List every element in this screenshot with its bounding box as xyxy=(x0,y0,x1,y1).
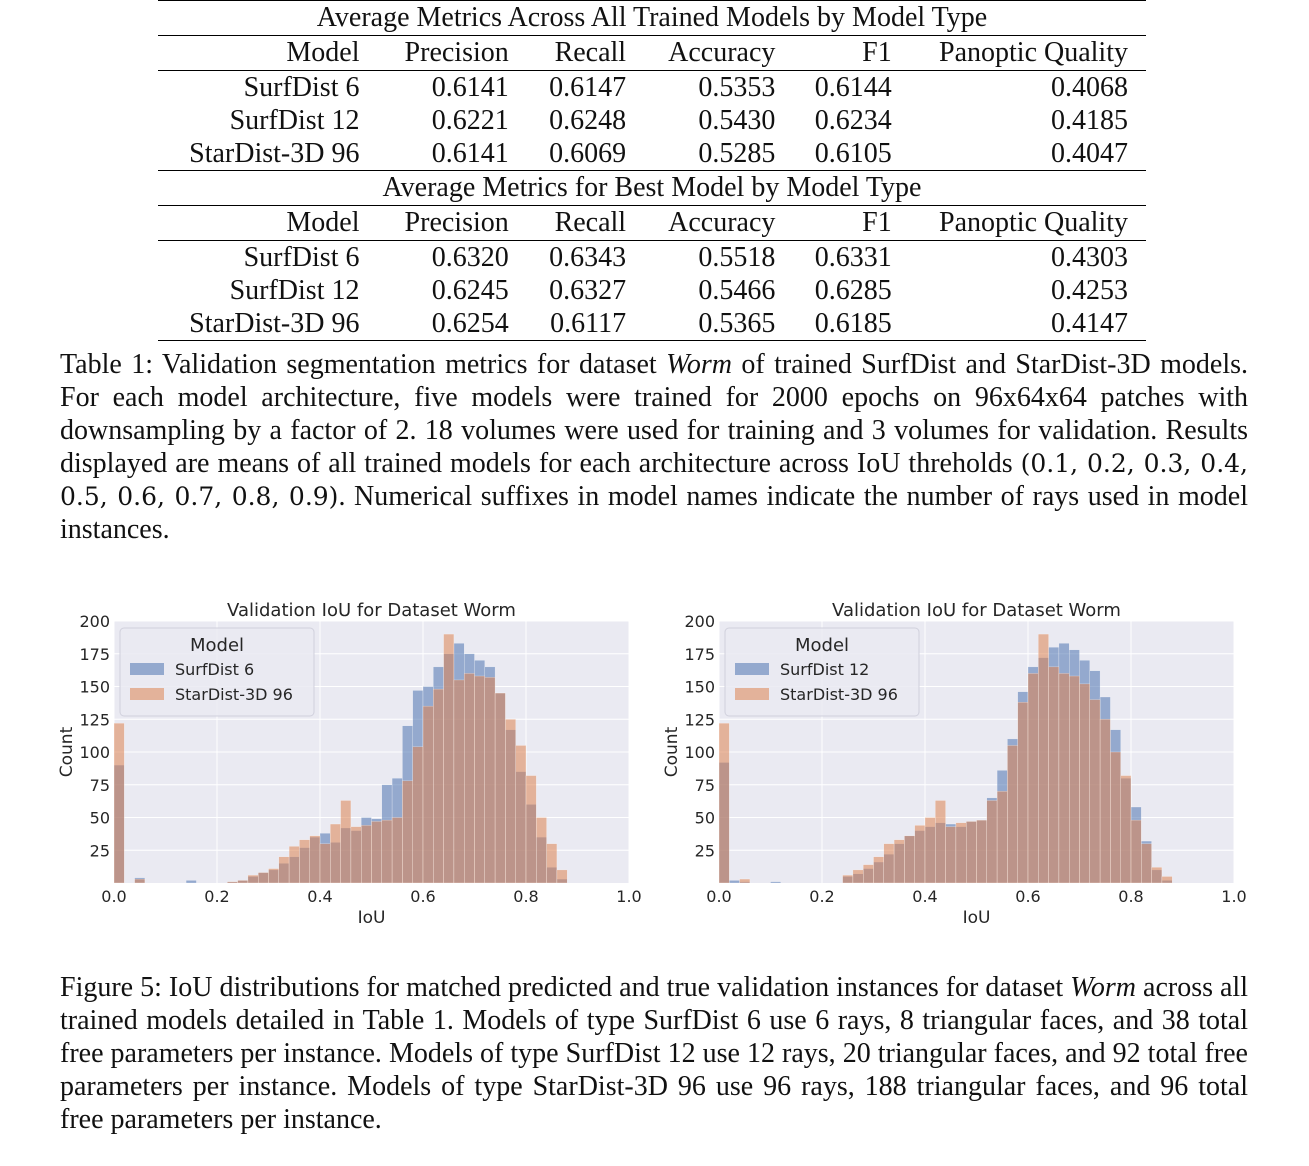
x-tick-label: 0.8 xyxy=(513,887,539,906)
cell-pq: 0.4068 xyxy=(1051,71,1128,103)
cell-recall: 0.6069 xyxy=(509,137,626,171)
histogram-bar xyxy=(351,827,361,883)
cell-f1: 0.6331 xyxy=(814,241,892,273)
histogram-bar xyxy=(320,844,330,883)
y-axis-label: Count xyxy=(57,726,77,778)
y-tick-label: 75 xyxy=(89,775,110,795)
x-tick-label: 0.2 xyxy=(204,887,230,906)
histogram-bar xyxy=(392,818,402,884)
cell-pq: 0.4147 xyxy=(892,307,1146,341)
iou-histogram-left-svg xyxy=(52,596,652,926)
table-caption xyxy=(60,348,1248,546)
table-row xyxy=(158,137,1146,171)
header-recall: Recall xyxy=(509,206,626,241)
histogram-bar xyxy=(475,676,485,883)
cell-precision: 0.6141 xyxy=(361,137,508,171)
histogram-bar xyxy=(874,857,884,883)
header-f1: F1 xyxy=(775,36,891,71)
histogram-bar xyxy=(884,844,894,883)
histogram-bar xyxy=(1121,776,1131,883)
y-tick-label: 50 xyxy=(694,808,715,828)
cell-recall: 0.6248 xyxy=(549,104,627,136)
cell-pq: 0.4303 xyxy=(1051,241,1128,273)
histogram-bar xyxy=(269,869,279,883)
legend-swatch xyxy=(735,688,769,700)
x-tick-label: 0.8 xyxy=(1118,887,1144,906)
histogram-bar xyxy=(227,882,237,883)
header-panoptic-quality: Panoptic Quality xyxy=(892,206,1146,241)
cell-model: SurfDist 6 xyxy=(243,241,360,273)
cell-model: SurfDist 12 xyxy=(229,104,360,136)
histogram-bar xyxy=(402,781,412,883)
histogram-bar xyxy=(361,825,371,883)
x-tick-label: 0.0 xyxy=(706,887,732,906)
chart-title: Validation IoU for Dataset Worm xyxy=(227,600,516,621)
table-caption-part1: Table 1: Validation segmentation metrics for dataset xyxy=(60,349,667,380)
histogram-bar xyxy=(719,723,729,883)
histogram-bar xyxy=(248,875,258,883)
histogram-bar xyxy=(997,791,1007,883)
header-model: Model xyxy=(158,206,361,241)
y-tick-label: 100 xyxy=(79,743,110,762)
cell-recall: 0.6327 xyxy=(549,274,627,306)
histogram-bar xyxy=(1141,844,1151,883)
x-tick-label: 0.4 xyxy=(307,887,333,906)
header-precision: Precision xyxy=(361,206,508,241)
cell-recall: 0.6343 xyxy=(549,241,627,273)
cell-pq: 0.4253 xyxy=(1051,274,1128,306)
x-tick-label: 0.2 xyxy=(809,887,835,906)
x-tick-label: 0.6 xyxy=(410,887,436,906)
x-axis-label: IoU xyxy=(962,908,991,926)
histogram-bar xyxy=(485,677,495,883)
histogram-bar xyxy=(330,824,340,883)
x-tick-label: 1.0 xyxy=(616,887,642,906)
histogram-bar xyxy=(956,823,966,883)
table-caption-part3: . Numerical suffixes in model names indicate the number of rays used in model instances. xyxy=(60,481,1248,545)
histogram-bar xyxy=(433,689,443,883)
cell-precision: 0.6141 xyxy=(431,71,509,103)
cell-f1: 0.6144 xyxy=(814,71,892,103)
legend-swatch xyxy=(735,663,769,675)
iou-histogram-right-svg xyxy=(657,596,1257,926)
histogram-bar xyxy=(925,818,935,884)
header-accuracy: Accuracy xyxy=(626,206,775,241)
cell-model: StarDist-3D 96 xyxy=(158,137,361,171)
header-accuracy: Accuracy xyxy=(626,36,775,71)
cell-accuracy: 0.5518 xyxy=(698,241,776,273)
cell-precision: 0.6245 xyxy=(431,274,509,306)
histogram-bar xyxy=(1080,684,1090,883)
histogram-bar xyxy=(557,870,567,883)
histogram-bar xyxy=(372,821,382,883)
histogram-bar xyxy=(894,840,904,883)
histogram-bar xyxy=(771,882,781,883)
table-header-row xyxy=(158,206,1146,241)
cell-accuracy: 0.5466 xyxy=(698,274,776,306)
histogram-bar xyxy=(946,827,956,883)
legend-title: Model xyxy=(189,635,245,656)
histogram-bar xyxy=(279,857,289,883)
iou-histogram-right xyxy=(657,596,1257,926)
cell-accuracy: 0.5353 xyxy=(698,71,776,103)
histogram-bar xyxy=(1059,673,1069,883)
table-row xyxy=(158,71,1146,105)
histogram-bar xyxy=(186,880,196,883)
histogram-bar xyxy=(966,821,976,883)
histogram-bar xyxy=(454,680,464,883)
cell-accuracy: 0.5285 xyxy=(626,137,775,171)
table-caption-part2: of trained SurfDist and StarDist-3D models. For each model architecture, five models were trained for 2000 epochs on 96x64x64 patches with downsampling by a factor of 2. 18 volumes were used for training and 3 volumes for validation. Results displayed are means of all trained models for each architecture across IoU threholds xyxy=(60,349,1248,479)
table-section2-title-row xyxy=(158,171,1146,206)
chart-title: Validation IoU for Dataset Worm xyxy=(832,600,1121,621)
cell-model: SurfDist 12 xyxy=(229,274,360,306)
chart-legend xyxy=(120,628,314,716)
figure-caption-part1: Figure 5: IoU distributions for matched predicted and true validation instances for dataset xyxy=(60,972,1071,1003)
table-row xyxy=(158,241,1146,275)
histogram-bar xyxy=(1018,702,1028,883)
table-row xyxy=(158,274,1146,307)
histogram-bar xyxy=(444,634,454,883)
histogram-bar xyxy=(464,673,474,883)
histogram-bar xyxy=(853,870,863,883)
histogram-bar xyxy=(1069,676,1079,883)
y-tick-label: 200 xyxy=(684,612,715,631)
cell-recall: 0.6147 xyxy=(549,71,627,103)
x-tick-label: 0.6 xyxy=(1015,887,1041,906)
iou-histogram-left xyxy=(52,596,652,926)
y-tick-label: 125 xyxy=(684,710,715,730)
cell-f1: 0.6105 xyxy=(775,137,891,171)
histogram-bar xyxy=(505,719,515,883)
table-caption-dataset: Worm xyxy=(666,349,732,380)
cell-pq: 0.4185 xyxy=(1051,104,1128,136)
histogram-bar xyxy=(238,880,248,883)
histogram-bar xyxy=(258,873,268,883)
histogram-bar xyxy=(310,836,320,883)
figure-caption-dataset: Worm xyxy=(1070,972,1137,1003)
legend-entry-label: SurfDist 12 xyxy=(780,660,870,679)
histogram-bar xyxy=(516,745,526,883)
table-caption-thresholds: (0.1, 0.2, 0.3, 0.4, 0.5, 0.6, 0.7, 0.8, 0.9) xyxy=(60,449,1248,511)
histogram-bar xyxy=(729,880,739,883)
histogram-bar xyxy=(495,693,505,883)
histogram-bar xyxy=(289,846,299,883)
histogram-bar xyxy=(1162,876,1172,883)
cell-accuracy: 0.5365 xyxy=(626,307,775,341)
histogram-bar xyxy=(1100,719,1110,883)
histogram-bar xyxy=(1028,673,1038,883)
histogram-bar xyxy=(299,840,309,883)
legend-title: Model xyxy=(794,635,850,656)
y-tick-label: 175 xyxy=(79,644,110,664)
figure-caption xyxy=(60,971,1248,1136)
x-tick-label: 1.0 xyxy=(1221,887,1247,906)
histogram-bar xyxy=(1038,634,1048,883)
y-axis-label: Count xyxy=(662,726,682,778)
histogram-bar xyxy=(843,875,853,883)
histogram-bar xyxy=(1110,752,1120,883)
histogram-bar xyxy=(341,800,351,883)
y-tick-label: 150 xyxy=(684,677,715,697)
y-tick-label: 25 xyxy=(694,841,715,861)
histogram-bar xyxy=(1007,745,1017,883)
table-section1-title-row xyxy=(158,1,1146,36)
histogram-bar xyxy=(114,723,124,883)
histogram-bar xyxy=(413,747,423,883)
cell-accuracy: 0.5430 xyxy=(698,104,776,136)
cell-f1: 0.6185 xyxy=(775,307,891,341)
histogram-bar xyxy=(904,836,914,883)
histogram-bar xyxy=(987,800,997,883)
y-tick-label: 75 xyxy=(694,775,715,795)
table-row xyxy=(158,104,1146,137)
legend-entry-label: SurfDist 6 xyxy=(175,660,255,679)
header-recall: Recall xyxy=(509,36,626,71)
histogram-bar xyxy=(547,844,557,883)
legend-swatch xyxy=(130,688,164,700)
histogram-bar xyxy=(382,820,392,883)
header-model: Model xyxy=(158,36,361,71)
header-f1: F1 xyxy=(775,206,891,241)
histogram-bar xyxy=(536,818,546,884)
histogram-bar xyxy=(135,879,145,883)
y-tick-label: 150 xyxy=(79,677,110,697)
histogram-bar xyxy=(863,865,873,883)
header-panoptic-quality: Panoptic Quality xyxy=(892,36,1146,71)
x-tick-label: 0.0 xyxy=(101,887,127,906)
x-tick-label: 0.4 xyxy=(912,887,938,906)
cell-model: StarDist-3D 96 xyxy=(158,307,361,341)
chart-legend xyxy=(725,628,919,716)
y-tick-label: 100 xyxy=(684,743,715,762)
histogram-bar xyxy=(1131,820,1141,883)
histogram-bar xyxy=(423,706,433,883)
histogram-bar xyxy=(935,800,945,883)
table-row xyxy=(158,307,1146,341)
histogram-bar xyxy=(977,820,987,883)
x-axis-label: IoU xyxy=(357,908,386,926)
histogram-bar xyxy=(1152,867,1162,883)
histogram-bar xyxy=(1049,667,1059,883)
y-tick-label: 200 xyxy=(79,612,110,631)
cell-recall: 0.6117 xyxy=(509,307,626,341)
y-tick-label: 175 xyxy=(684,644,715,664)
histogram-bar xyxy=(1090,700,1100,883)
histogram-bar xyxy=(526,776,536,883)
y-tick-label: 25 xyxy=(89,841,110,861)
table-header-row xyxy=(158,36,1146,71)
cell-f1: 0.6285 xyxy=(814,274,892,306)
y-tick-label: 50 xyxy=(89,808,110,828)
figure-caption-part2: across all trained models detailed in Table 1. Models of type SurfDist 6 use 6 rays, 8 triangular faces, and 38 total free parameters per instance. Models of type SurfDist 12 use 12 rays, 20 triangular faces, and 92 total free parameters per instance. Models of type StarDist-3D 96 use 96 rays, 188 triangular faces, and 96 total free parameters per instance. xyxy=(60,972,1248,1135)
legend-swatch xyxy=(130,663,164,675)
cell-precision: 0.6320 xyxy=(431,241,509,273)
metrics-table xyxy=(158,0,1146,341)
cell-f1: 0.6234 xyxy=(814,104,892,136)
table-section2-title: Average Metrics for Best Model by Model Type xyxy=(158,171,1146,206)
legend-entry-label: StarDist-3D 96 xyxy=(780,685,898,704)
table-section1-title: Average Metrics Across All Trained Models by Model Type xyxy=(158,1,1146,36)
cell-pq: 0.4047 xyxy=(892,137,1146,171)
histogram-bar xyxy=(915,825,925,883)
y-tick-label: 125 xyxy=(79,710,110,730)
cell-precision: 0.6254 xyxy=(361,307,508,341)
histogram-bar xyxy=(740,879,750,883)
cell-model: SurfDist 6 xyxy=(243,71,360,103)
cell-precision: 0.6221 xyxy=(431,104,509,136)
legend-entry-label: StarDist-3D 96 xyxy=(175,685,293,704)
header-precision: Precision xyxy=(361,36,508,71)
